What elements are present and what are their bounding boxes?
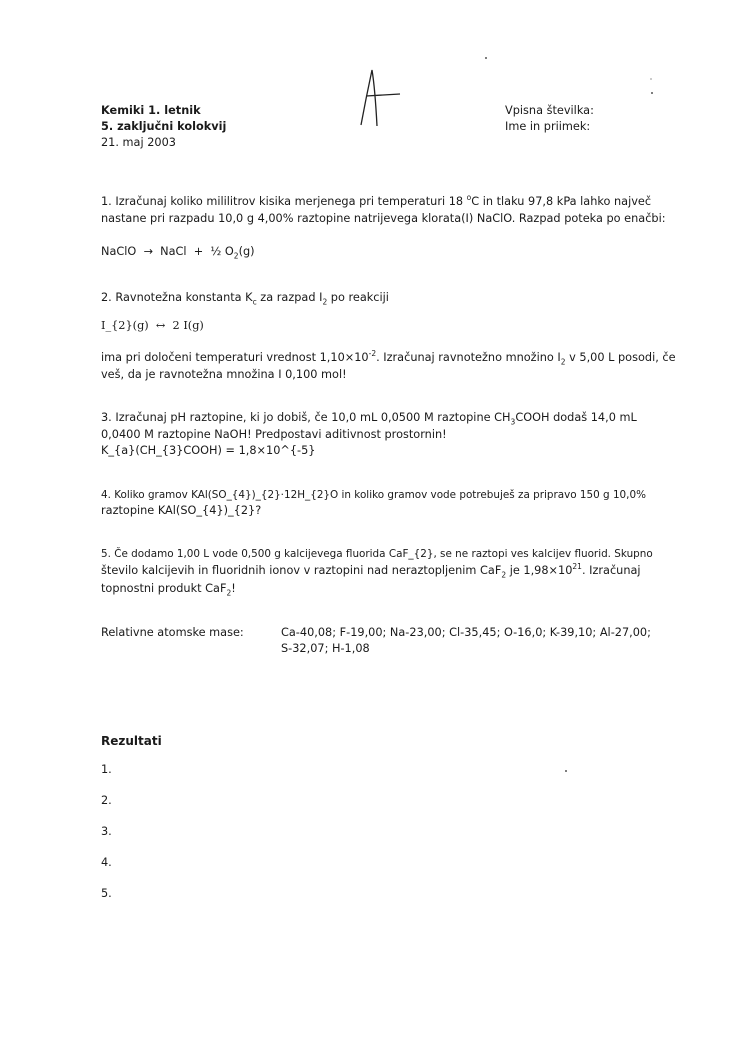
result-item-5: 5. (101, 887, 112, 900)
superscript: 21 (572, 562, 582, 572)
course-title: Kemiki 1. letnik (101, 104, 201, 117)
atomic-masses-values: S-32,07; H-1,08 (281, 642, 370, 655)
student-name-label: Ime in priimek: (505, 120, 591, 133)
result-item-2: 2. (101, 794, 112, 807)
scan-speck (565, 770, 567, 772)
exam-title: 5. zaključni kolokvij (101, 120, 227, 133)
result-item-1: 1. (101, 763, 112, 776)
question-2-text: ima pri določeni temperaturi vrednost $1,10\times 10^{-2}$. Izračunaj ravnotežno množino $I_2$ v 5,00 L posodi, če (101, 349, 676, 367)
exam-date: 21. maj 2003 (101, 136, 176, 149)
subscript: 2 (501, 570, 507, 580)
question-4-text: 4. Koliko gramov KAl(SO_{4})_{2}·12H_{2}O in koliko gramov vode potrebuješ za pripravo 150 g 10,0% (101, 489, 646, 501)
results-heading: Rezultati (101, 734, 162, 748)
question-5-text: topnostni produkt CaF$_2$! (101, 582, 236, 598)
question-2-text: veš, da je ravnotežna množina I 0,100 mol! (101, 368, 347, 381)
question-3-text: 0,0400 M raztopine NaOH! Predpostavi aditivnost prostornin! (101, 428, 447, 441)
scan-speck (651, 92, 653, 94)
result-item-4: 4. (101, 856, 112, 869)
student-id-label: Vpisna številka: (505, 104, 594, 117)
atomic-masses-values: Ca-40,08; F-19,00; Na-23,00; Cl-35,45; O-16,0; K-39,10; Al-27,00; (281, 626, 651, 639)
question-2-equation: I_{2}(g) ↔ 2 I(g) (101, 319, 204, 332)
question-5-text: število kalcijevih in fluoridnih ionov v raztopini nad neraztopljenim CaF$_2$ je $1,98\times 10^{21}$. Izračunaj (101, 562, 641, 580)
question-4-text: raztopine KAl(SO_{4})_{2}? (101, 504, 262, 517)
atomic-masses-label: Relativne atomske mase: (101, 626, 244, 639)
question-3-text: 3. Izračunaj pH raztopine, ki jo dobiš, če 10,0 mL 0,0500 M raztopine $CH_3COOH$ dodaš 14,0 mL (101, 411, 637, 427)
subscript: 2 (322, 297, 328, 307)
superscript: o (466, 193, 472, 203)
scan-speck (650, 78, 652, 80)
question-2-text: 2. Ravnotežna konstanta $K_c$ za razpad $I_2$ po reakciji (101, 291, 389, 307)
question-1-equation: NaClO → NaCl + ½ $O_2(g)$ (101, 245, 255, 261)
superscript: -2 (368, 349, 377, 359)
subscript: 2 (560, 357, 566, 367)
question-1-text: nastane pri razpadu 10,0 g 4,00% raztopine natrijevega klorata(I) NaClO. Razpad poteka po enačbi: (101, 212, 666, 225)
question-3-ka-value: K_{a}(CH_{3}COOH) = 1,8×10^{-5} (101, 444, 316, 457)
subscript: 2 (233, 251, 239, 261)
question-1-text: 1. Izračunaj koliko mililitrov kisika merjenega pri temperaturi 18 $^o$C in tlaku 97,8 kPa lahko največ (101, 193, 652, 208)
handwritten-variant-mark-A (358, 68, 418, 128)
result-item-3: 3. (101, 825, 112, 838)
subscript: c (252, 297, 257, 307)
question-5-text: 5. Če dodamo 1,00 L vode 0,500 g kalcijevega fluorida CaF_{2}, se ne raztopi ves kalcijev fluorid. Skupno (101, 548, 653, 560)
subscript: 2 (226, 588, 232, 598)
subscript: 3 (510, 417, 516, 427)
page-number-mark (485, 57, 487, 59)
